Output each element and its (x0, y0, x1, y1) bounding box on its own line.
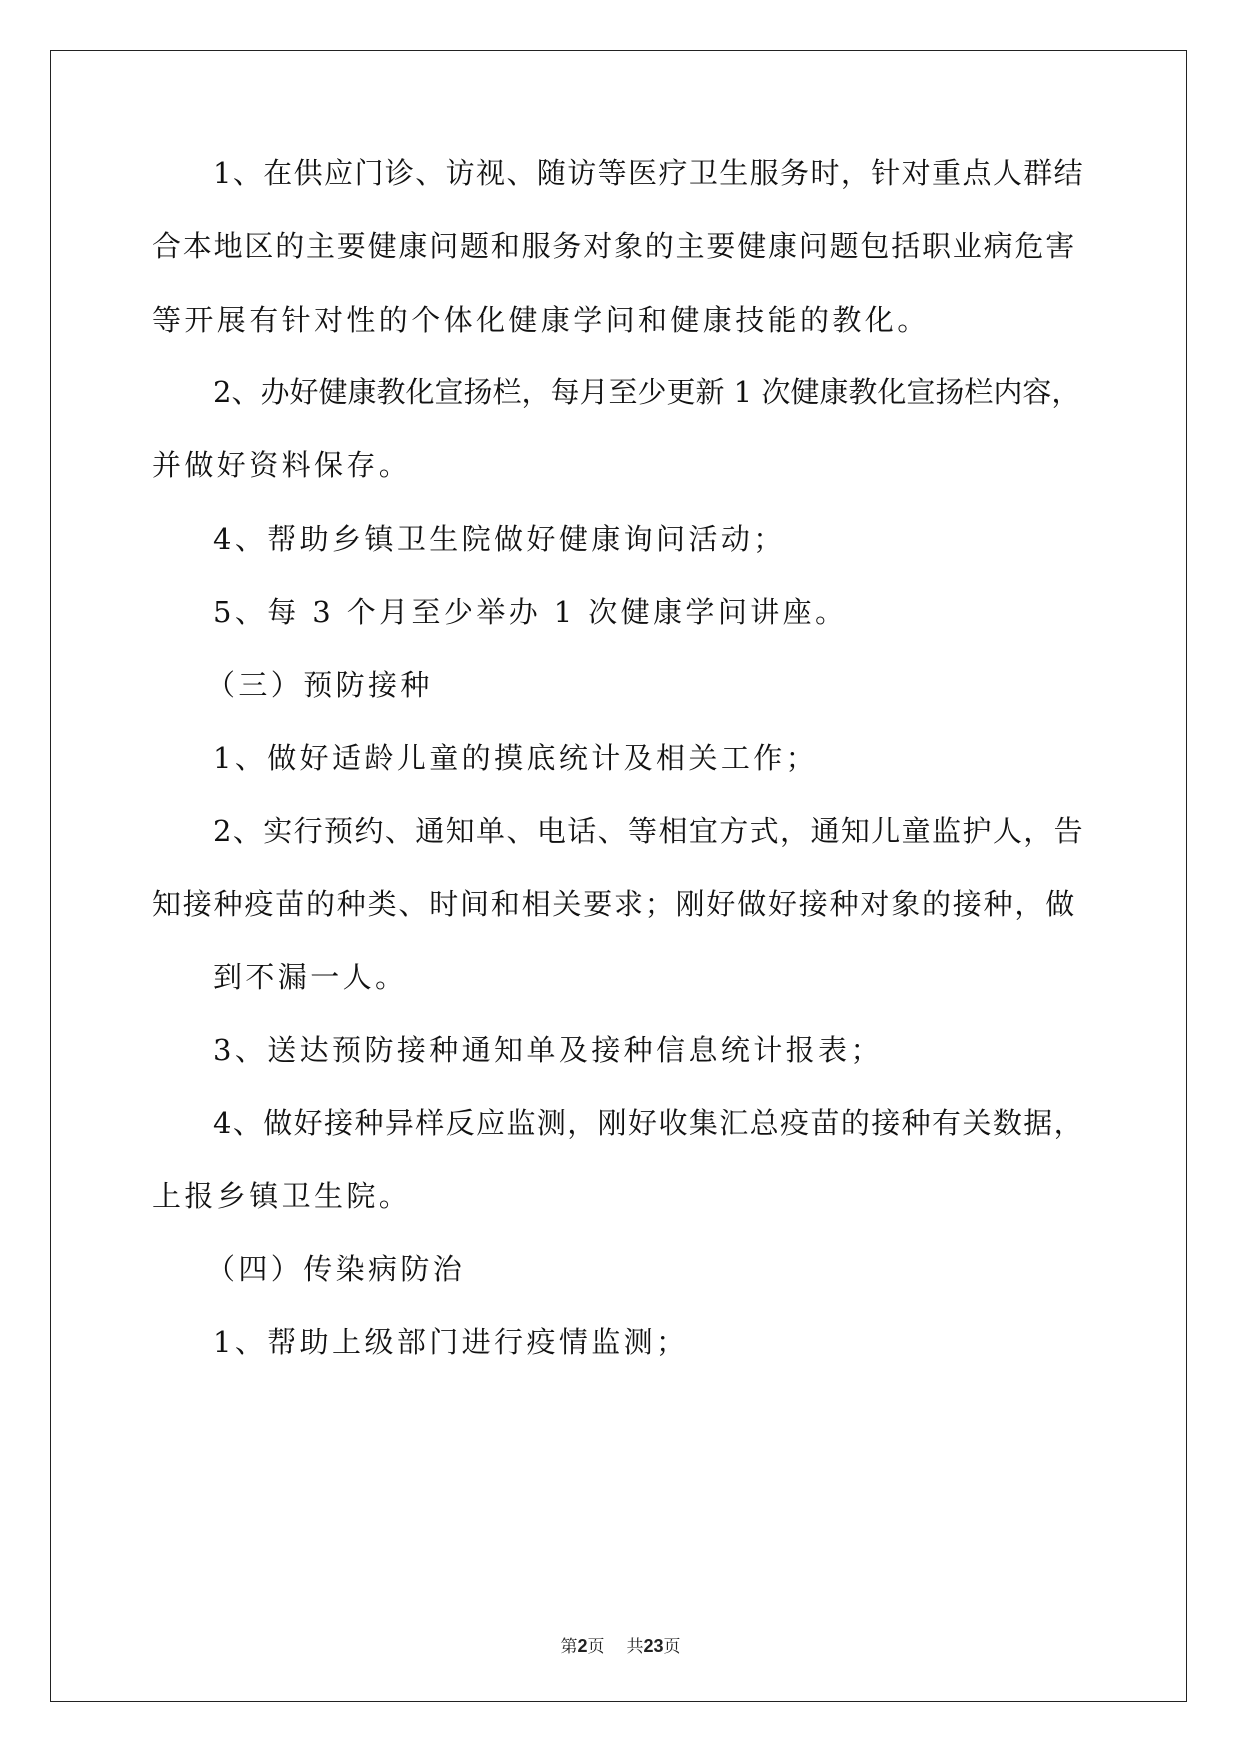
page-suffix: 页 (587, 1637, 605, 1657)
section-heading: （三）预防接种 (206, 668, 433, 702)
total-suffix: 页 (663, 1637, 681, 1657)
paragraph-line: 1、做好适龄儿童的摸底统计及相关工作； (213, 741, 819, 775)
page-border (50, 50, 1187, 1702)
paragraph-line: 5、每 3 个月至少举办 1 次健康学问讲座。 (213, 595, 848, 629)
paragraph-line: 3、送达预防接种通知单及接种信息统计报表； (213, 1033, 883, 1067)
page-footer (0, 1632, 1241, 1657)
total-prefix: 共 (626, 1637, 644, 1657)
paragraph-line: 合本地区的主要健康问题和服务对象的主要健康问题包括职业病危害 (152, 229, 1077, 263)
page-number: 2 (577, 1636, 588, 1656)
paragraph-line: 等开展有针对性的个体化健康学问和健康技能的教化。 (152, 303, 930, 337)
paragraph-line: 并做好资料保存。 (152, 448, 412, 482)
paragraph-line: 4、帮助乡镇卫生院做好健康询问活动； (213, 522, 786, 556)
page-prefix: 第 (560, 1637, 578, 1657)
paragraph-line: 上报乡镇卫生院。 (152, 1179, 412, 1213)
paragraph-line: 1、帮助上级部门进行疫情监测； (213, 1325, 689, 1359)
paragraph-line: 知接种疫苗的种类、时间和相关要求；刚好做好接种对象的接种，做 (152, 887, 1077, 921)
section-heading: （四）传染病防治 (206, 1252, 466, 1286)
paragraph-line: 2、办好健康教化宣扬栏，每月至少更新 1 次健康教化宣扬栏内容， (213, 375, 1081, 409)
paragraph-line: 4、做好接种异样反应监测，刚好收集汇总疫苗的接种有关数据， (213, 1106, 1085, 1140)
paragraph-line: 到不漏一人。 (213, 960, 408, 994)
total-pages: 23 (643, 1636, 664, 1656)
paragraph-line: 1、在供应门诊、访视、随访等医疗卫生服务时，针对重点人群结 (213, 156, 1085, 190)
paragraph-line: 2、实行预约、通知单、电话、等相宜方式，通知儿童监护人，告 (213, 814, 1085, 848)
